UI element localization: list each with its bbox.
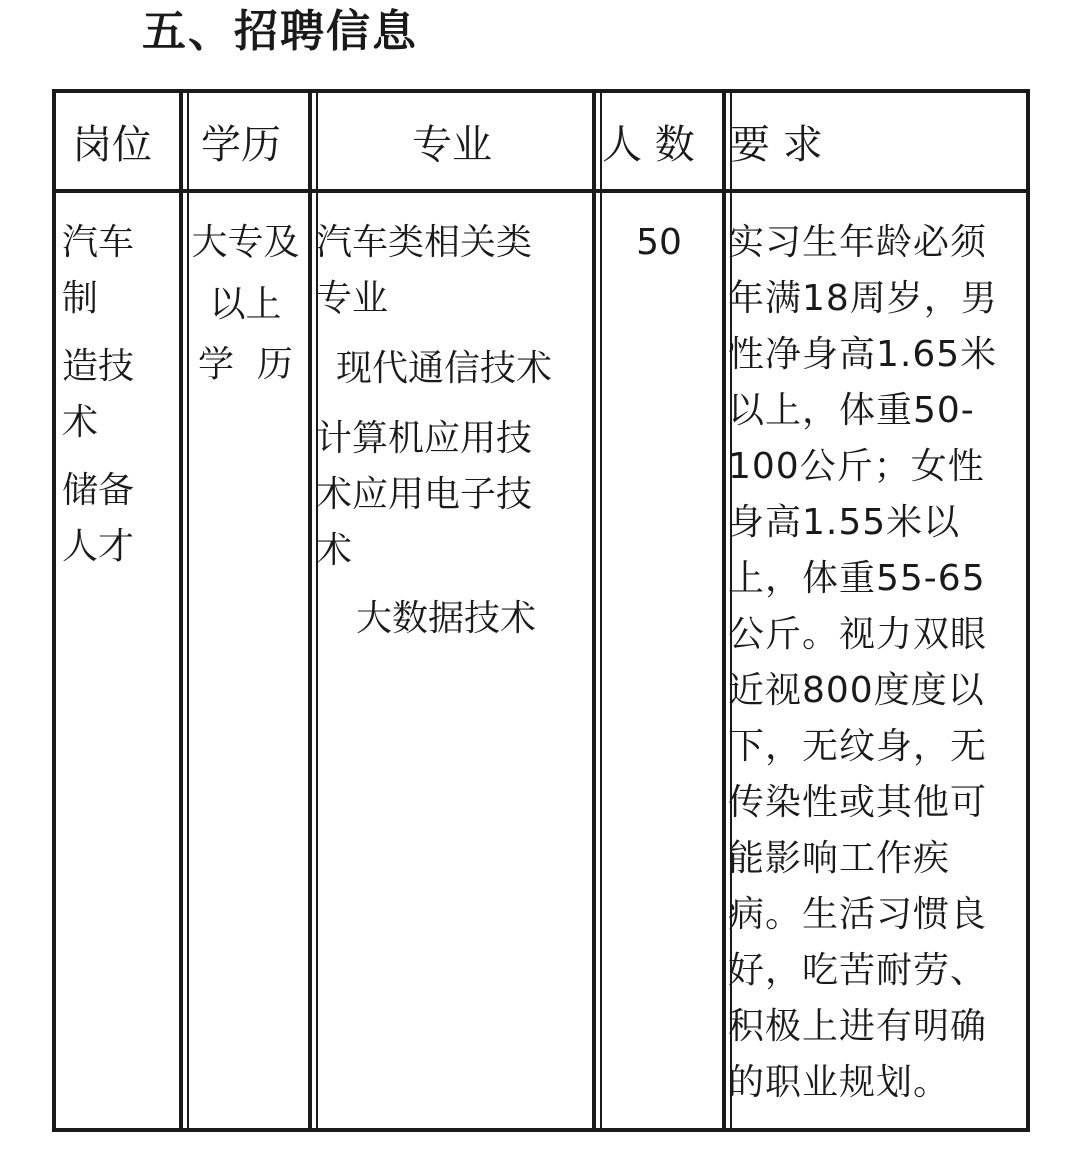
requirement-line: 能影响工作疾 <box>728 838 951 879</box>
cell-position <box>54 191 181 1130</box>
header-education-label: 学历 <box>201 121 281 168</box>
header-requirements <box>724 91 1028 191</box>
requirement-line: 传染性或其他可 <box>728 782 988 823</box>
major-line: 大数据技术 <box>356 598 537 639</box>
cell-major <box>310 191 594 1130</box>
requirement-line: 好，吃苦耐劳、 <box>728 950 988 991</box>
position-line: 制 <box>62 278 99 319</box>
header-requirements-label: 要 求 <box>730 121 823 168</box>
header-major-label: 专业 <box>412 121 492 168</box>
major-line: 专业 <box>316 278 389 319</box>
requirement-line: 近视800度度以 <box>728 670 985 711</box>
header-position <box>54 91 181 191</box>
header-count-label: 人 数 <box>602 121 695 168</box>
position-line: 人才 <box>62 526 135 567</box>
education-line: 大专及 <box>191 222 300 263</box>
requirement-line: 年满18周岁，男 <box>728 278 998 319</box>
header-education <box>181 91 310 191</box>
cell-requirements <box>724 191 1028 1130</box>
table-header-row <box>54 91 1028 191</box>
requirement-line: 的职业规划。 <box>728 1062 951 1103</box>
requirement-line: 以上，体重50- <box>728 390 975 431</box>
requirement-line: 性净身高1.65米 <box>728 334 998 375</box>
requirement-line: 上，体重55-65 <box>728 558 986 599</box>
recruitment-table-wrapper <box>52 89 1026 1132</box>
table-row <box>54 191 1028 1130</box>
header-position-label: 岗位 <box>72 121 152 168</box>
major-line: 汽车类相关类 <box>316 222 533 263</box>
position-line: 汽车 <box>62 222 135 263</box>
position-line: 造技 <box>62 346 135 387</box>
major-line: 术应用电子技 <box>316 474 533 515</box>
recruitment-table <box>52 89 1030 1132</box>
requirement-line: 实习生年龄必须 <box>728 222 988 263</box>
education-line: 以上 <box>209 284 282 325</box>
cell-education <box>181 191 310 1130</box>
major-line: 计算机应用技 <box>316 418 533 459</box>
major-line: 术 <box>316 530 353 571</box>
count-value: 50 <box>636 222 682 263</box>
position-line: 储备 <box>62 470 135 511</box>
section-title: 五、招聘信息 <box>142 6 418 57</box>
requirement-line: 公斤。视力双眼 <box>728 614 988 655</box>
header-major <box>310 91 594 191</box>
requirement-line: 下，无纹身，无 <box>728 726 988 767</box>
cell-count <box>594 191 724 1130</box>
requirement-line: 病。生活习惯良 <box>728 894 988 935</box>
requirement-line: 100公斤；女性 <box>728 446 985 487</box>
position-line: 术 <box>62 402 99 443</box>
major-line: 现代通信技术 <box>336 348 553 389</box>
header-count <box>594 91 724 191</box>
education-line: 学 历 <box>198 344 293 385</box>
requirement-line: 身高1.55米以 <box>728 502 961 543</box>
requirement-line: 积极上进有明确 <box>728 1006 988 1047</box>
